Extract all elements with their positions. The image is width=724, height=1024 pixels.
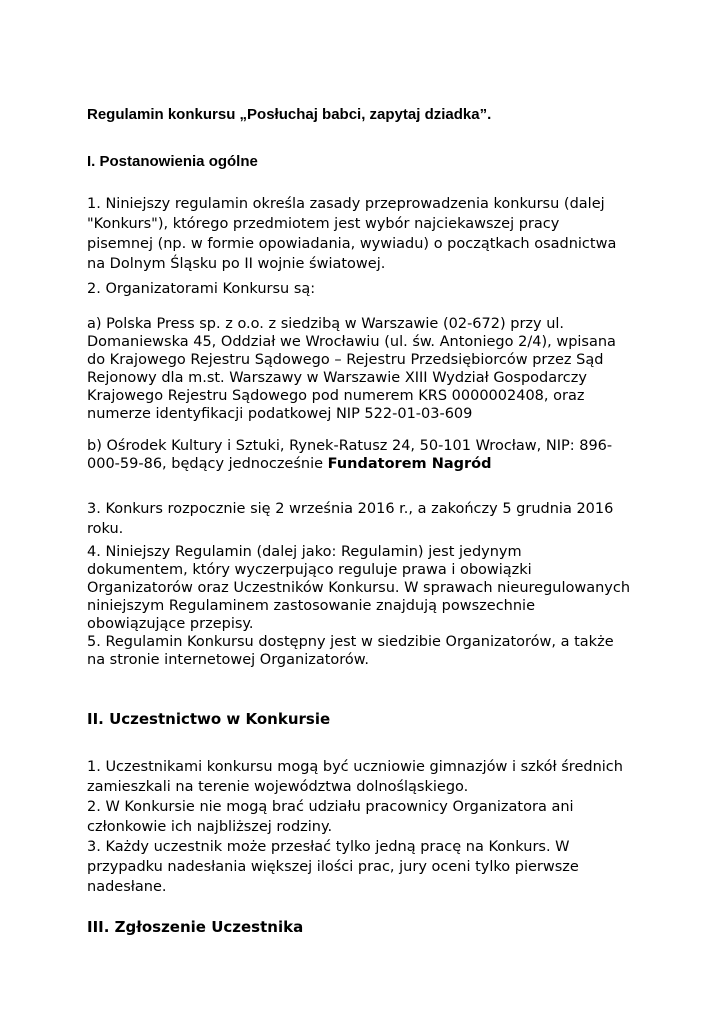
organizer-a-line: Rejonowy dla m.st. Warszawy w Warszawie XIII Wydział Gospodarczy	[87, 370, 587, 386]
paragraph-4-line: obowiązujące przepisy.	[87, 616, 254, 632]
organizer-a-line: numerze identyfikacji podatkowej NIP 522-01-03-609	[87, 406, 473, 422]
section-2-line: członkowie ich najbliższej rodziny.	[87, 819, 333, 835]
paragraph-3-line: roku.	[87, 521, 124, 537]
paragraph-2: 2. Organizatorami Konkursu są:	[87, 281, 316, 297]
paragraph-4-line: niniejszym Regulaminem zastosowanie znajdują powszechnie	[87, 598, 535, 614]
paragraph-4-line: dokumentem, który wyczerpująco reguluje prawa i obowiązki	[87, 562, 532, 578]
organizer-a-line: do Krajowego Rejestru Sądowego – Rejestru Przedsiębiorców przez Sąd	[87, 352, 604, 368]
organizer-b-line	[87, 455, 492, 473]
paragraph-1-line: 1. Niniejszy regulamin określa zasady przeprowadzenia konkursu (dalej	[87, 196, 605, 212]
section-3-heading: III. Zgłoszenie Uczestnika	[87, 918, 304, 936]
paragraph-4-line: 4. Niniejszy Regulamin (dalej jako: Regulamin) jest jedynym	[87, 544, 522, 560]
organizer-a-line: Krajowego Rejestru Sądowego pod numerem KRS 0000002408, oraz	[87, 388, 585, 404]
organizer-b-line: b) Ośrodek Kultury i Sztuki, Rynek-Ratusz 24, 50-101 Wrocław, NIP: 896-	[87, 438, 613, 454]
section-2-line: zamieszkali na terenie województwa dolnośląskiego.	[87, 779, 469, 795]
paragraph-3-line: 3. Konkurs rozpocznie się 2 września 2016 r., a zakończy 5 grudnia 2016	[87, 501, 614, 517]
section-2-line: 2. W Konkursie nie mogą brać udziału pracownicy Organizatora ani	[87, 799, 574, 815]
paragraph-1-line: na Dolnym Śląsku po II wojnie światowej.	[87, 256, 386, 272]
section-2-line: 1. Uczestnikami konkursu mogą być uczniowie gimnazjów i szkół średnich	[87, 759, 623, 775]
document-title: Regulamin konkursu „Posłuchaj babci, zapytaj dziadka”.	[87, 106, 492, 123]
fundator-label: Fundatorem Nagród	[327, 456, 492, 472]
paragraph-4-line: Organizatorów oraz Uczestników Konkursu. W sprawach nieuregulowanych	[87, 580, 631, 596]
paragraph-1-line: "Konkurs"), którego przedmiotem jest wybór najciekawszej pracy	[87, 216, 560, 232]
section-2-heading: II. Uczestnictwo w Konkursie	[87, 710, 331, 728]
paragraph-5-line: na stronie internetowej Organizatorów.	[87, 652, 369, 668]
section-2-line: przypadku nadesłania większej ilości prac, jury oceni tylko pierwsze	[87, 859, 579, 875]
organizer-a-line: a) Polska Press sp. z o.o. z siedzibą w Warszawie (02-672) przy ul.	[87, 316, 565, 332]
paragraph-1-line: pisemnej (np. w formie opowiadania, wywiadu) o początkach osadnictwa	[87, 236, 617, 252]
section-2-line: nadesłane.	[87, 879, 167, 895]
organizer-b-text: 000-59-86, będący jednocześnie	[87, 456, 328, 472]
paragraph-5-line: 5. Regulamin Konkursu dostępny jest w siedzibie Organizatorów, a także	[87, 634, 614, 650]
section-1-heading: I. Postanowienia ogólne	[87, 153, 258, 170]
section-2-line: 3. Każdy uczestnik może przesłać tylko jedną pracę na Konkurs. W	[87, 839, 570, 855]
organizer-a-line: Domaniewska 45, Oddział we Wrocławiu (ul. św. Antoniego 2/4), wpisana	[87, 334, 616, 350]
